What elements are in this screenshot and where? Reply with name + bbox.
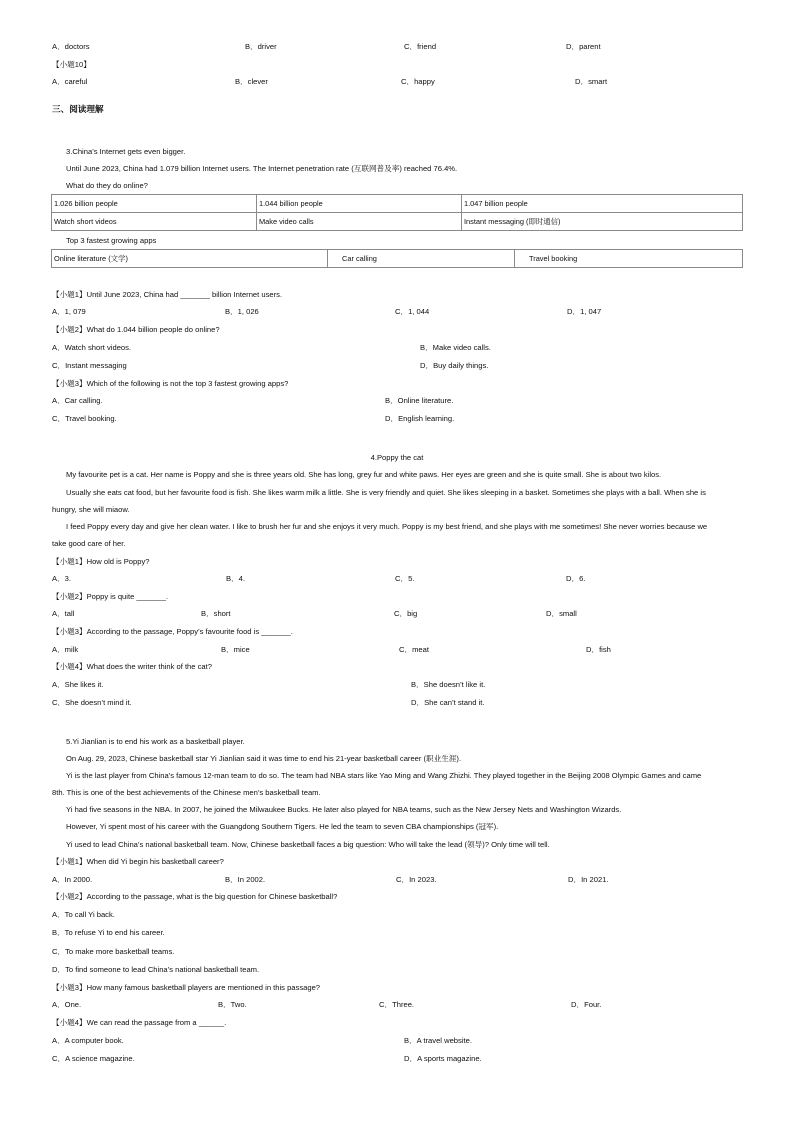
passage3-q1-option-a: A．1, 079: [52, 307, 86, 316]
passage4-paragraph-1: My favourite pet is a cat. Her name is Poppy and she is three years old. She has long, grey fur and white paws. Her eyes are green and she is quite small. She is about two kilos.: [66, 470, 662, 479]
passage4-title: 4.Poppy the cat: [370, 453, 424, 462]
q9-option-b: B．driver: [245, 42, 277, 51]
passage5-q1-option-a: A．In 2000.: [52, 875, 93, 884]
table-row: [52, 195, 743, 213]
online-activities-table: [51, 194, 743, 231]
table-cell: Travel booking: [515, 250, 743, 268]
passage3-q1-option-c: C．1, 044: [395, 307, 430, 316]
table-cell: 1.044 billion people: [257, 195, 462, 213]
passage4-paragraph-3-cont: take good care of her.: [52, 539, 126, 548]
passage4-q4-option-b: B．She doesn’t like it.: [411, 680, 486, 689]
passage5-paragraph-3: Yi had five seasons in the NBA. In 2007, he joined the Milwaukee Bucks. He later also played for NBA teams, such as the New Jersey Nets and Washington Wizards.: [66, 805, 622, 814]
passage3-q3-option-a: A．Car calling.: [52, 396, 103, 405]
growing-apps-table: [51, 249, 743, 268]
passage5-q3-option-a: A．One.: [52, 1000, 82, 1009]
passage3-paragraph-1: Until June 2023, China had 1.079 billion Internet users. The Internet penetration rate (互联网普及率) reached 76.4%.: [66, 164, 458, 173]
passage5-q1-option-b: B．In 2002.: [225, 875, 266, 884]
passage5-q1-option-c: C．In 2023.: [396, 875, 437, 884]
passage5-q4-option-b: B．A travel website.: [404, 1036, 472, 1045]
passage5-paragraph-2: Yi is the last player from China’s famous 12-man team to do so. The team had NBA stars like Yao Ming and Wang Zhizhi. They played together in the Beijing 2008 Olympic Games and came: [66, 771, 702, 780]
passage4-paragraph-2-cont: hungry, she will miaow.: [52, 505, 130, 514]
passage5-q4: 【小题4】We can read the passage from a ______.: [52, 1018, 227, 1027]
table-cell: 1.047 billion people: [462, 195, 743, 213]
passage4-q4-option-c: C．She doesn’t mind it.: [52, 698, 132, 707]
passage5-title: 5.Yi Jianlian is to end his work as a basketball player.: [66, 737, 245, 746]
passage5-q4-option-d: D．A sports magazine.: [404, 1054, 482, 1063]
passage4-paragraph-2: Usually she eats cat food, but her favourite food is fish. She likes warm milk a little. She is very friendly and quiet. She likes sleeping in a basket. Sometimes she plays with a ball. When she is: [66, 488, 706, 497]
passage4-q3-option-d: D．fish: [586, 645, 611, 654]
passage4-q3-option-a: A．milk: [52, 645, 79, 654]
passage3-q1-option-d: D．1, 047: [567, 307, 602, 316]
passage3-q3: 【小题3】Which of the following is not the top 3 fastest growing apps?: [52, 379, 289, 388]
passage4-q1-option-b: B．4.: [226, 574, 245, 583]
passage5-q2-option-a: A．To call Yi back.: [52, 910, 115, 919]
table-cell: Make video calls: [257, 213, 462, 231]
passage3-q2-option-d: D．Buy daily things.: [420, 361, 489, 370]
passage4-q4-option-d: D．She can’t stand it.: [411, 698, 485, 707]
passage3-q2-option-a: A．Watch short videos.: [52, 343, 132, 352]
table-row: [52, 213, 743, 231]
passage4-q2-option-c: C．big: [394, 609, 418, 618]
passage5-paragraph-2-cont: 8th. This is one of the best achievements of the Chinese men’s basketball team.: [52, 788, 321, 797]
passage4-q4: 【小题4】What does the writer think of the cat?: [52, 662, 212, 671]
passage5-q3-option-c: C．Three.: [379, 1000, 415, 1009]
passage4-q1-option-c: C．5.: [395, 574, 415, 583]
passage5-q2: 【小题2】According to the passage, what is the big question for Chinese basketball?: [52, 892, 338, 901]
passage5-paragraph-4: However, Yi spent most of his career with the Guangdong Southern Tigers. He led the team to seven CBA championships (冠军).: [66, 822, 499, 831]
passage4-q1-option-a: A．3.: [52, 574, 71, 583]
passage3-q2: 【小题2】What do 1.044 billion people do online?: [52, 325, 220, 334]
passage5-q4-option-c: C．A science magazine.: [52, 1054, 135, 1063]
table-row: [52, 250, 743, 268]
q10-option-c: C．happy: [401, 77, 435, 86]
q10-label: 【小题10】: [52, 60, 91, 69]
passage5-q3: 【小题3】How many famous basketball players are mentioned in this passage?: [52, 983, 321, 992]
passage4-q2-option-a: A．tall: [52, 609, 75, 618]
passage3-q2-option-b: B．Make video calls.: [420, 343, 491, 352]
passage5-q1-option-d: D．In 2021.: [568, 875, 609, 884]
apps-heading: Top 3 fastest growing apps: [66, 236, 157, 245]
passage5-paragraph-5: Yi used to lead China’s national basketball team. Now, Chinese basketball faces a big question: Who will take the lead (领导)? Only time will tell.: [66, 840, 550, 849]
passage3-q3-option-b: B．Online literature.: [385, 396, 454, 405]
passage4-q1: 【小题1】How old is Poppy?: [52, 557, 150, 566]
q9-option-c: C．friend: [404, 42, 437, 51]
passage3-q2-option-c: C．Instant messaging: [52, 361, 127, 370]
passage3-q3-option-c: C．Travel booking.: [52, 414, 117, 423]
passage4-q3: 【小题3】According to the passage, Poppy’s favourite food is _______.: [52, 627, 293, 636]
passage3-q3-option-d: D．English learning.: [385, 414, 455, 423]
q9-option-a: A．doctors: [52, 42, 90, 51]
passage4-q2-option-d: D．small: [546, 609, 577, 618]
table-cell: 1.026 billion people: [52, 195, 257, 213]
passage5-q2-option-b: B．To refuse Yi to end his career.: [52, 928, 165, 937]
passage4-q4-option-a: A．She likes it.: [52, 680, 104, 689]
passage5-q3-option-d: D．Four.: [571, 1000, 602, 1009]
table-cell: Online literature (文学): [52, 250, 328, 268]
q9-option-d: D．parent: [566, 42, 601, 51]
q10-option-a: A．careful: [52, 77, 88, 86]
passage4-q3-option-b: B．mice: [221, 645, 250, 654]
passage5-q2-option-c: C．To make more basketball teams.: [52, 947, 175, 956]
passage3-title: 3.China’s Internet gets even bigger.: [66, 147, 186, 156]
passage5-q3-option-b: B．Two.: [218, 1000, 247, 1009]
table-cell: Car calling: [328, 250, 515, 268]
section-title: 三、阅读理解: [52, 105, 104, 115]
passage4-q3-option-c: C．meat: [399, 645, 429, 654]
passage3-question-online: What do they do online?: [66, 181, 148, 190]
passage5-q4-option-a: A．A computer book.: [52, 1036, 124, 1045]
table-cell: Instant messaging (即时通信): [462, 213, 743, 231]
passage3-q1-option-b: B．1, 026: [225, 307, 259, 316]
q10-option-d: D．smart: [575, 77, 608, 86]
passage4-q2-option-b: B．short: [201, 609, 231, 618]
passage4-paragraph-3: I feed Poppy every day and give her clean water. I like to brush her fur and she enjoys it very much. Poppy is my best friend, and she plays with me sometimes! She never worries because we: [66, 522, 708, 531]
q10-option-b: B．clever: [235, 77, 268, 86]
passage3-q1: 【小题1】Until June 2023, China had _______ billion Internet users.: [52, 290, 283, 299]
passage5-q2-option-d: D．To find someone to lead China’s national basketball team.: [52, 965, 260, 974]
passage4-q2: 【小题2】Poppy is quite _______.: [52, 592, 169, 601]
passage5-q1: 【小题1】When did Yi begin his basketball career?: [52, 857, 224, 866]
passage4-q1-option-d: D．6.: [566, 574, 586, 583]
table-cell: Watch short videos: [52, 213, 257, 231]
passage5-paragraph-1: On Aug. 29, 2023, Chinese basketball star Yi Jianlian said it was time to end his 21-year basketball career (职业生涯).: [66, 754, 462, 763]
